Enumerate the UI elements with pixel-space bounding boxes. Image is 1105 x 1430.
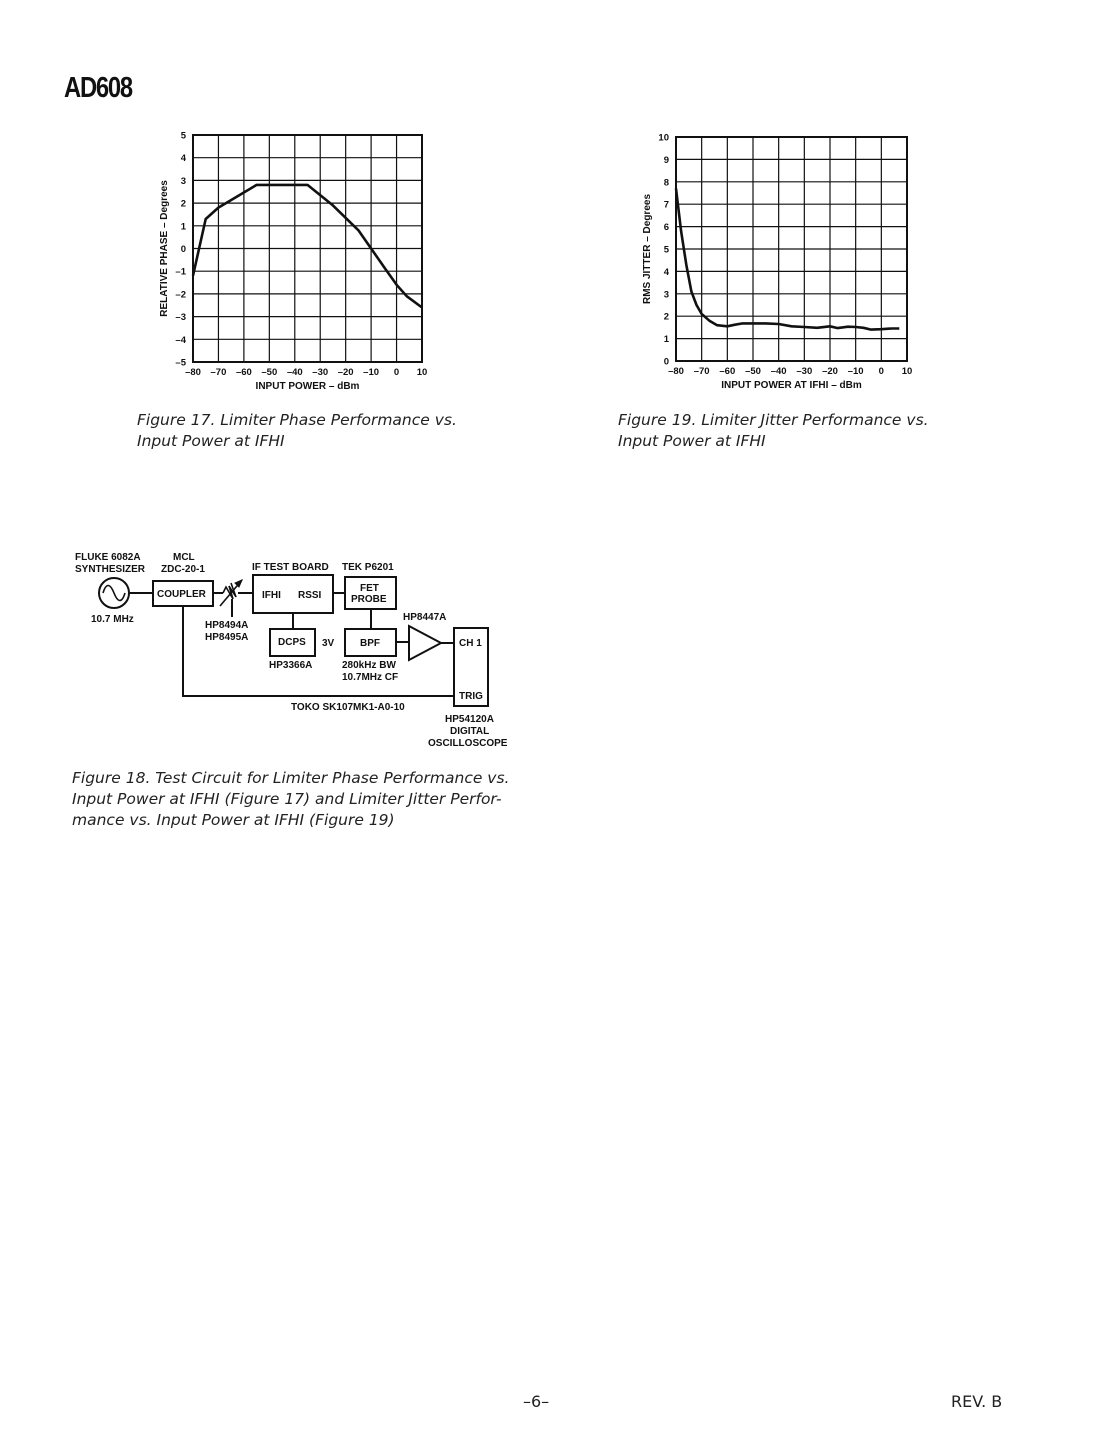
x-tick-label: 0 — [878, 366, 884, 377]
y-tick-label: 1 — [663, 334, 669, 346]
x-tick-label: –10 — [847, 366, 864, 377]
x-axis-label: INPUT POWER AT IFHI – dBm — [721, 380, 862, 391]
caption-line: Input Power at IFHI — [618, 432, 766, 450]
x-tick-label: –40 — [770, 366, 787, 377]
y-tick-label: 9 — [663, 154, 669, 166]
figure19-caption — [618, 410, 929, 452]
x-tick-label: –10 — [363, 367, 380, 378]
x-tick-label: –60 — [719, 366, 736, 377]
y-tick-label: 2 — [663, 311, 669, 323]
y-tick-label: 6 — [663, 222, 669, 234]
trigger-label: TRIG — [459, 691, 483, 702]
document-title: AD608 — [64, 72, 132, 104]
y-tick-label: 10 — [658, 132, 669, 144]
attenuator-label: HP8495A — [205, 632, 249, 643]
ifhi-pin-label: IFHI — [262, 590, 281, 601]
y-tick-label: 2 — [180, 198, 186, 210]
y-tick-label: 0 — [663, 356, 669, 368]
amplifier-icon — [409, 626, 441, 660]
x-tick-label: –70 — [210, 367, 227, 378]
probe-label: FET — [360, 583, 379, 594]
channel1-label: CH 1 — [459, 638, 482, 649]
amplifier-label: HP8447A — [403, 612, 447, 623]
y-tick-label: 5 — [663, 244, 669, 256]
y-tick-label: 0 — [180, 244, 186, 255]
oscilloscope-label: OSCILLOSCOPE — [428, 738, 508, 749]
y-tick-label: –4 — [175, 334, 186, 346]
variable-attenuator-icon — [223, 583, 236, 599]
caption-line: mance vs. Input Power at IFHI (Figure 19) — [72, 811, 395, 829]
frequency-label: 10.7 MHz — [91, 614, 134, 625]
y-tick-label: 8 — [663, 177, 669, 189]
rssi-pin-label: RSSI — [298, 590, 322, 601]
y-tick-label: 5 — [180, 130, 186, 142]
x-tick-label: –20 — [822, 366, 838, 377]
coupler-label: COUPLER — [157, 589, 206, 600]
attenuator-label: HP8494A — [205, 620, 249, 631]
figure18-circuit-diagram — [0, 0, 560, 760]
figure18-caption — [72, 768, 509, 831]
x-tick-label: –80 — [668, 366, 684, 377]
caption-line: Figure 19. Limiter Jitter Performance vs. — [618, 411, 929, 429]
y-tick-label: 3 — [663, 289, 669, 301]
y-axis-label: RMS JITTER – Degrees — [642, 193, 653, 305]
bpf-label: BPF — [360, 638, 380, 649]
y-tick-label: 3 — [180, 175, 186, 187]
x-tick-label: –40 — [286, 367, 303, 378]
coupler-model-label: ZDC-20-1 — [161, 564, 205, 575]
caption-line: Input Power at IFHI — [137, 432, 285, 450]
x-axis-label: INPUT POWER – dBm — [255, 381, 360, 392]
y-tick-label: 7 — [663, 199, 669, 211]
y-tick-label: –3 — [175, 312, 186, 324]
data-series-line — [676, 189, 899, 330]
board-title-label: IF TEST BOARD — [252, 562, 329, 573]
caption-line: Input Power at IFHI (Figure 17) and Limiter Jitter Perfor- — [72, 790, 502, 808]
cable-label: TOKO SK107MK1-A0-10 — [291, 702, 405, 713]
y-tick-label: –2 — [175, 289, 186, 301]
probe-title-label: TEK P6201 — [342, 562, 394, 573]
y-tick-label: 1 — [180, 221, 186, 233]
bpf-spec-label: 280kHz BW — [342, 660, 396, 671]
x-tick-label: 0 — [393, 367, 400, 378]
y-tick-label: 4 — [663, 266, 669, 278]
caption-line: Figure 18. Test Circuit for Limiter Phase Performance vs. — [72, 769, 510, 787]
x-tick-label: –80 — [185, 367, 201, 378]
x-tick-label: –60 — [235, 367, 252, 378]
y-axis-label: RELATIVE PHASE – Degrees — [159, 180, 170, 317]
dcps-model-label: HP3366A — [269, 660, 313, 671]
x-tick-label: –30 — [796, 366, 813, 377]
x-tick-label: –50 — [261, 367, 278, 378]
y-tick-label: –1 — [175, 266, 186, 278]
oscilloscope-label: HP54120A — [445, 714, 494, 725]
page-number: –6– — [523, 1392, 550, 1411]
dcps-label: DCPS — [278, 637, 306, 648]
oscilloscope-label: DIGITAL — [450, 726, 490, 737]
revision-label: REV. B — [951, 1392, 1003, 1411]
bpf-spec-label: 10.7MHz CF — [342, 672, 399, 683]
coupler-model-label: MCL — [173, 552, 195, 563]
y-tick-label: 4 — [180, 153, 186, 165]
voltage-label: 3V — [322, 638, 335, 649]
probe-label: PROBE — [351, 594, 387, 605]
synthesizer-label: SYNTHESIZER — [75, 564, 146, 575]
y-tick-label: –5 — [175, 357, 186, 369]
caption-line: Figure 17. Limiter Phase Performance vs. — [137, 411, 457, 429]
x-tick-label: –20 — [337, 367, 354, 378]
x-tick-label: 10 — [416, 367, 428, 378]
x-tick-label: –30 — [312, 367, 329, 378]
x-tick-label: –70 — [693, 366, 710, 377]
x-tick-label: –50 — [745, 366, 761, 377]
x-tick-label: 10 — [901, 366, 913, 377]
synthesizer-label: FLUKE 6082A — [75, 552, 141, 563]
